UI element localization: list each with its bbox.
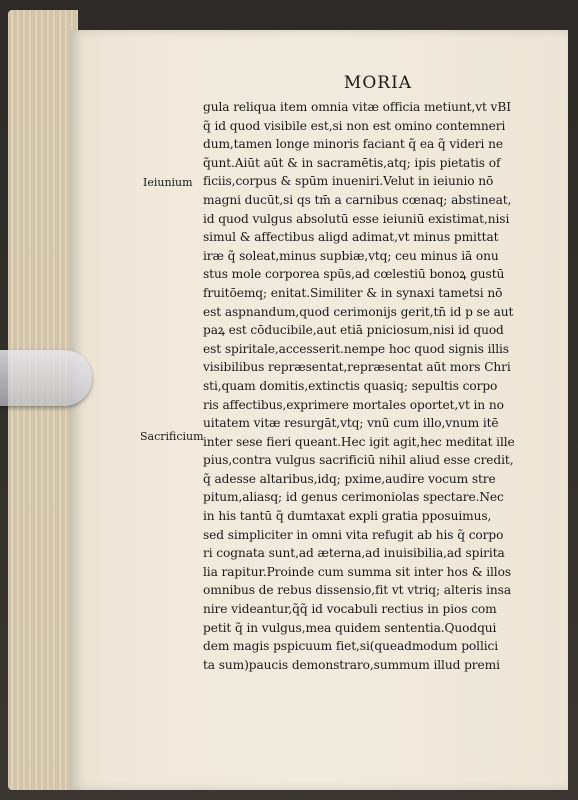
text-line: ris affectibus,exprimere mortales oportet,vt in no bbox=[203, 397, 504, 412]
text-line: lia rapitur.Proinde cum summa sit inter hos & illos bbox=[203, 564, 512, 579]
text-line: q̃ id quod visibile est,si non est omino contemneri bbox=[203, 118, 506, 133]
text-line: est aspnandum,quod cerimonijs gerit,tn̄ id p se aut bbox=[203, 304, 514, 319]
running-head: MORIA bbox=[343, 73, 413, 93]
text-line: dem magis pspicuum fiet,si(queadmodum pollici bbox=[203, 639, 499, 654]
text-line: inter sese fieri queant.Hec igit agit,hec meditat ille bbox=[203, 434, 515, 449]
text-line: nire videantur,q̃q̃ id vocabuli rectius in pios com bbox=[203, 602, 497, 617]
text-line: sti,quam domitis,extinctis quasiq; sepultis corpo bbox=[203, 378, 498, 393]
text-line: est spiritale,accesserit.nempe hoc quod signis illis bbox=[203, 341, 509, 356]
text-line: q̃unt.Aiūt aūt & in sacramētis,atq; ipis pietatis of bbox=[203, 155, 501, 170]
text-line: simul & affectibus aligd adimat,vt minus pmittat bbox=[203, 230, 499, 245]
text-line: omnibus de rebus dissensio,fit vt vtriq; alteris insa bbox=[203, 583, 511, 598]
text-line: pitum,aliasq; id genus cerimoniolas spectare.Nec bbox=[203, 490, 504, 505]
margin-note-sacrificium: Sacrificium bbox=[140, 430, 204, 443]
text-line: pius,contra vulgus sacrificiū nihil aliud esse credit, bbox=[203, 453, 514, 468]
text-line: sed simpliciter in omni vita refugit ab his q̃ corpo bbox=[203, 527, 504, 542]
text-line: magni ducūt,si qs tm̄ a carnibus cœnaq; abstineat, bbox=[203, 192, 512, 207]
text-line: paꝝ est cōducibile,aut etiā pniciosum,nisi id quod bbox=[203, 323, 504, 338]
text-line: in his tantū q̃ dumtaxat expli gratia pposuimus, bbox=[203, 509, 492, 524]
page-clip-tab bbox=[0, 350, 92, 406]
text-line: visibilibus repræsentat,repræsentat aūt mors Chri bbox=[203, 360, 511, 375]
text-line: uitatem vitæ resurgāt,vtq; vnū cum illo,vnum itē bbox=[203, 416, 499, 431]
text-line: q̃ adesse altaribus,idq; pxime,audire vocum stre bbox=[203, 471, 496, 486]
text-line: ta sum)paucis demonstraro,summum illud premi bbox=[203, 657, 500, 672]
text-line: gula reliqua item omnia vitæ officia metiunt,vt vBI bbox=[203, 100, 511, 114]
text-line: ficiis,corpus & spūm inueniri.Velut in ieiunio nō bbox=[203, 174, 494, 189]
text-line: petit q̃ in vulgus,mea quidem sententia.Quodqui bbox=[203, 620, 497, 635]
body-text bbox=[203, 98, 525, 674]
text-line: fruitōemq; enitat.Similiter & in synaxi tametsi nō bbox=[203, 285, 503, 300]
text-line: id quod vulgus absolutū esse ieiuniū existimat,nisi bbox=[203, 211, 510, 226]
text-line: stus mole corporea spūs,ad cœlestiū bonoꝝ gustū bbox=[203, 267, 505, 282]
margin-note-ieiunium: Ieiunium bbox=[143, 176, 193, 189]
text-line: dum,tamen longe minoris faciant q̃ ea q̃ videri ne bbox=[203, 137, 503, 152]
text-line: ri cognata sunt,ad æterna,ad inuisibilia,ad spirita bbox=[203, 546, 505, 561]
text-line: iræ q̃ soleat,minus supbiæ,vtq; ceu minus iā onu bbox=[203, 248, 499, 263]
